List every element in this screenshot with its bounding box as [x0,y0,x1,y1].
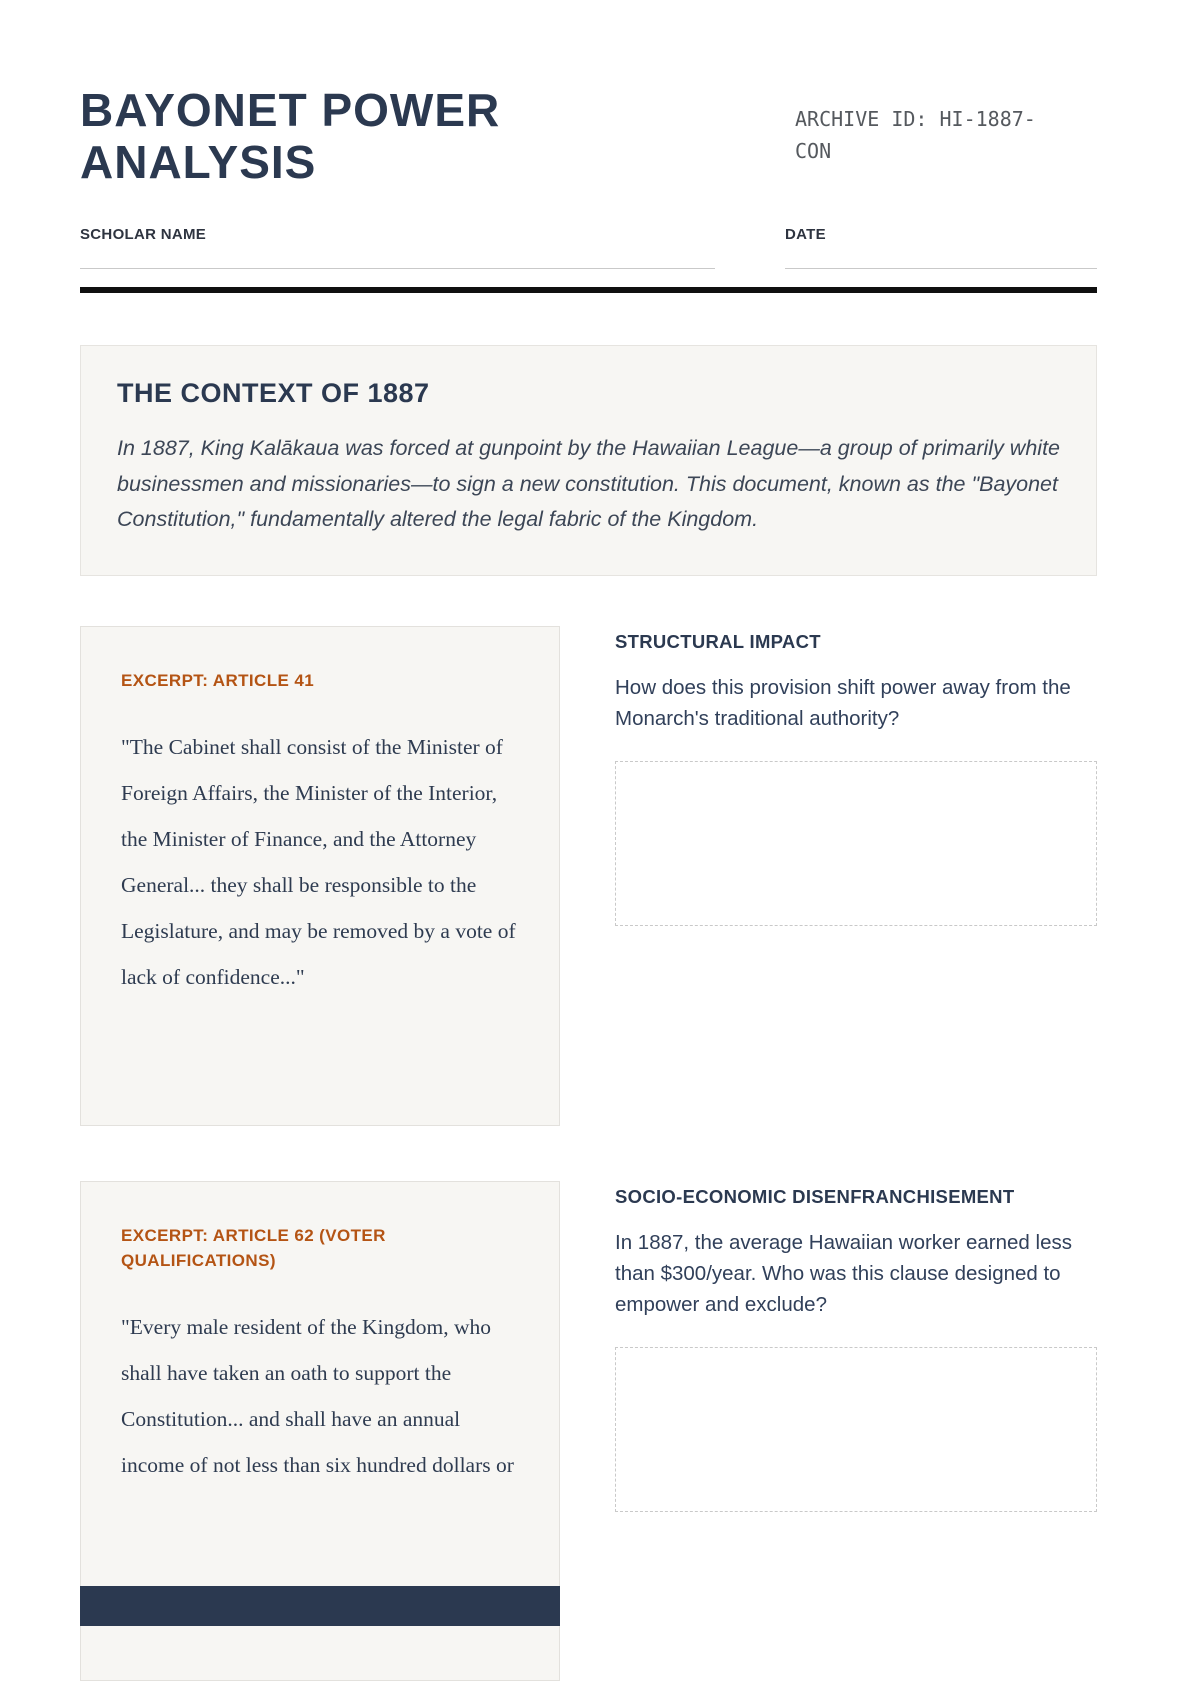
excerpt-heading-article-62: EXCERPT: ARTICLE 62 (VOTER QUALIFICATIONS) [121,1226,386,1271]
date-input[interactable] [785,245,1097,269]
form-row [80,226,1097,269]
answer-box-structural-impact[interactable] [615,761,1097,926]
question-block-structural-impact [615,626,1097,926]
context-box [80,345,1097,576]
excerpt-heading-article-41: EXCERPT: ARTICLE 41 [121,671,315,691]
divider-rule [80,287,1097,293]
question-block-socio-economic [615,1181,1097,1511]
question-heading-structural-impact: STRUCTURAL IMPACT [615,631,821,653]
content-area [80,85,1097,1681]
header [80,85,1097,188]
scholar-name-input[interactable] [80,245,715,269]
context-body: In 1887, King Kalākaua was forced at gunpoint by the Hawaiian League—a group of primarily white businessmen and missionaries—to sign a new constitution. This document, known as the "Bayonet Constitution," fundamentally altered the legal fabric of the Kingdom. [117,436,1060,531]
question-text-socio-economic: In 1887, the average Hawaiian worker earned less than $300/year. Who was this clause designed to empower and exclude? [615,1231,1072,1316]
question-text-structural-impact: How does this provision shift power away from the Monarch's traditional authority? [615,676,1071,731]
excerpt-text-article-41: "The Cabinet shall consist of the Minister of Foreign Affairs, the Minister of the Interior, the Minister of Finance, and the Attorney General... they shall be responsible to the Legislature, and may be removed by a vote of lack of confidence..." [121,735,516,990]
archive-id: ARCHIVE ID: HI-1887-CON [795,107,1036,163]
scholar-name-field [80,226,715,269]
date-label: DATE [785,226,826,244]
context-heading: THE CONTEXT OF 1887 [117,378,430,409]
footer-bar [80,1586,560,1626]
question-heading-socio-economic: SOCIO-ECONOMIC DISENFRANCHISEMENT [615,1186,1015,1208]
page-title: BAYONET POWER ANALYSIS [80,84,501,188]
answer-box-socio-economic[interactable] [615,1347,1097,1512]
analysis-grid [80,626,1097,1681]
excerpt-card-article-41 [80,626,560,1126]
scholar-name-label: SCHOLAR NAME [80,226,207,244]
date-field [785,226,1097,269]
excerpt-text-article-62: "Every male resident of the Kingdom, who shall have taken an oath to support the Constitution... and shall have an annual income of not less than six hundred dollars or [121,1314,514,1477]
